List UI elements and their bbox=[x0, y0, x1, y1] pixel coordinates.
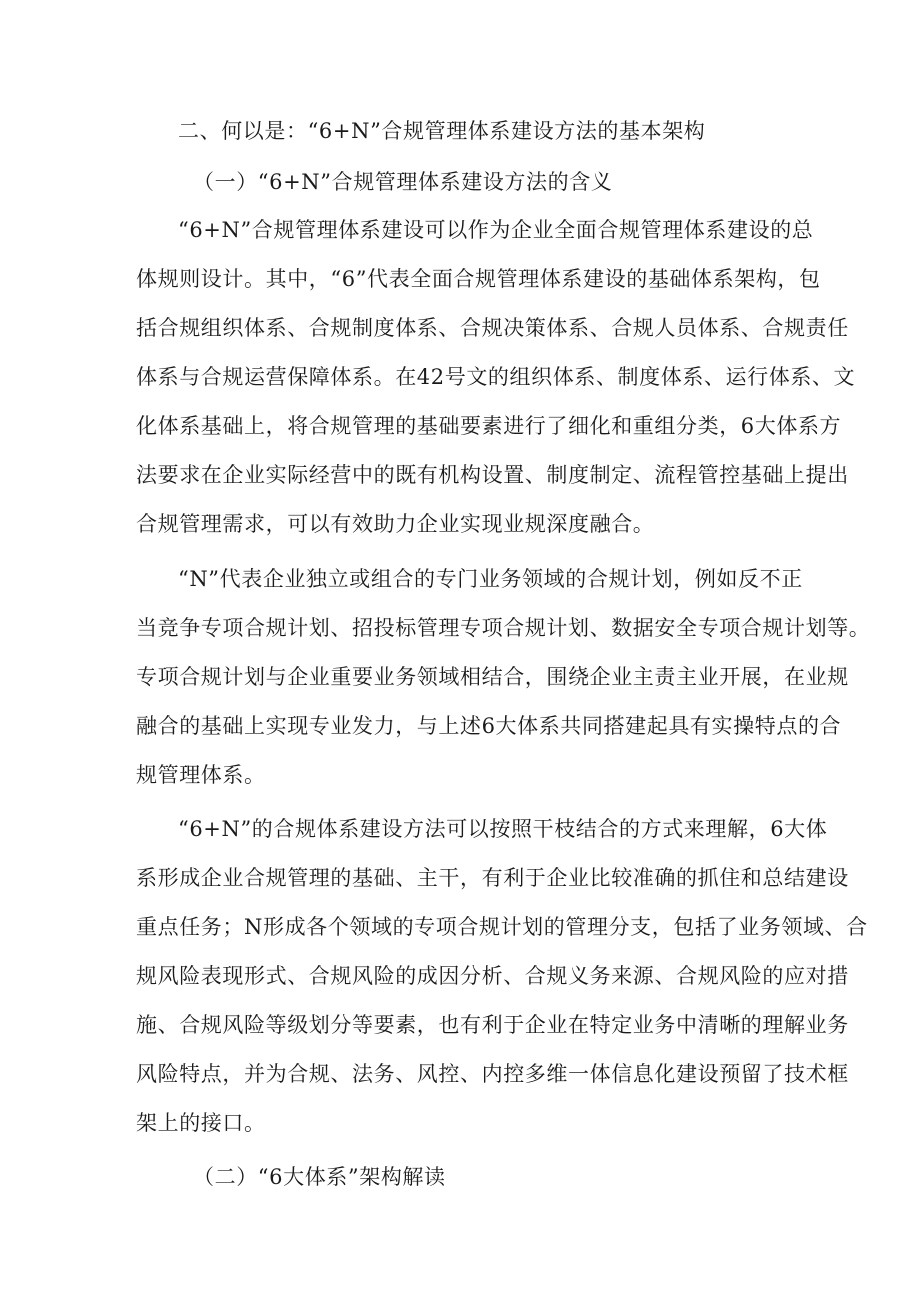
paragraph-2-line-1: “N”代表企业独立或组合的专门业务领域的合规计划，例如反不正 bbox=[178, 567, 803, 591]
paragraph-3-line-6: 风险特点，并为合规、法务、风控、内控多维一体信息化建设预留了技术框 bbox=[136, 1062, 849, 1086]
paragraph-3-line-7: 架上的接口。 bbox=[136, 1111, 266, 1135]
paragraph-3-line-4: 规风险表现形式、合规风险的成因分析、合规义务来源、合规风险的应对措 bbox=[136, 964, 849, 988]
paragraph-2-line-3: 专项合规计划与企业重要业务领域相结合，围绕企业主责主业开展，在业规 bbox=[136, 665, 849, 689]
paragraph-2-line-2: 当竞争专项合规计划、招投标管理专项合规计划、数据安全专项合规计划等。 bbox=[136, 616, 871, 640]
paragraph-1-line-2: 体规则设计。其中，“6”代表全面合规管理体系建设的基础体系架构，包 bbox=[136, 267, 821, 291]
paragraph-1-line-1: “6+N”合规管理体系建设可以作为企业全面合规管理体系建设的总 bbox=[178, 218, 814, 242]
paragraph-1-line-4: 体系与合规运营保障体系。在42号文的组织体系、制度体系、运行体系、文 bbox=[136, 365, 856, 389]
paragraph-1-line-7: 合规管理需求，可以有效助力企业实现业规深度融合。 bbox=[136, 512, 655, 536]
section-2-title: （二）“6大体系”架构解读 bbox=[193, 1165, 446, 1189]
paragraph-1-line-3: 括合规组织体系、合规制度体系、合规决策体系、合规人员体系、合规责任 bbox=[136, 316, 849, 340]
paragraph-3-line-3: 重点任务；N形成各个领域的专项合规计划的管理分支，包括了业务领域、合 bbox=[136, 915, 868, 939]
section-1-title: （一）“6+N”合规管理体系建设方法的含义 bbox=[193, 170, 613, 194]
paragraph-1-line-5: 化体系基础上，将合规管理的基础要素进行了细化和重组分类，6大体系方 bbox=[136, 414, 842, 438]
paragraph-3-line-5: 施、合规风险等级划分等要素，也有利于企业在特定业务中清晰的理解业务 bbox=[136, 1013, 849, 1037]
paragraph-1-line-6: 法要求在企业实际经营中的既有机构设置、制度制定、流程管控基础上提出 bbox=[136, 463, 849, 487]
paragraph-2-line-4: 融合的基础上实现专业发力，与上述6大体系共同搭建起具有实操特点的合 bbox=[136, 714, 842, 738]
paragraph-2-line-5: 规管理体系。 bbox=[136, 763, 266, 787]
paragraph-3-line-1: “6+N”的合规体系建设方法可以按照干枝结合的方式来理解，6大体 bbox=[178, 817, 828, 841]
main-heading: 二、何以是：“6+N”合规管理体系建设方法的基本架构 bbox=[178, 119, 706, 143]
paragraph-3-line-2: 系形成企业合规管理的基础、主干，有利于企业比较准确的抓住和总结建设 bbox=[136, 866, 849, 890]
